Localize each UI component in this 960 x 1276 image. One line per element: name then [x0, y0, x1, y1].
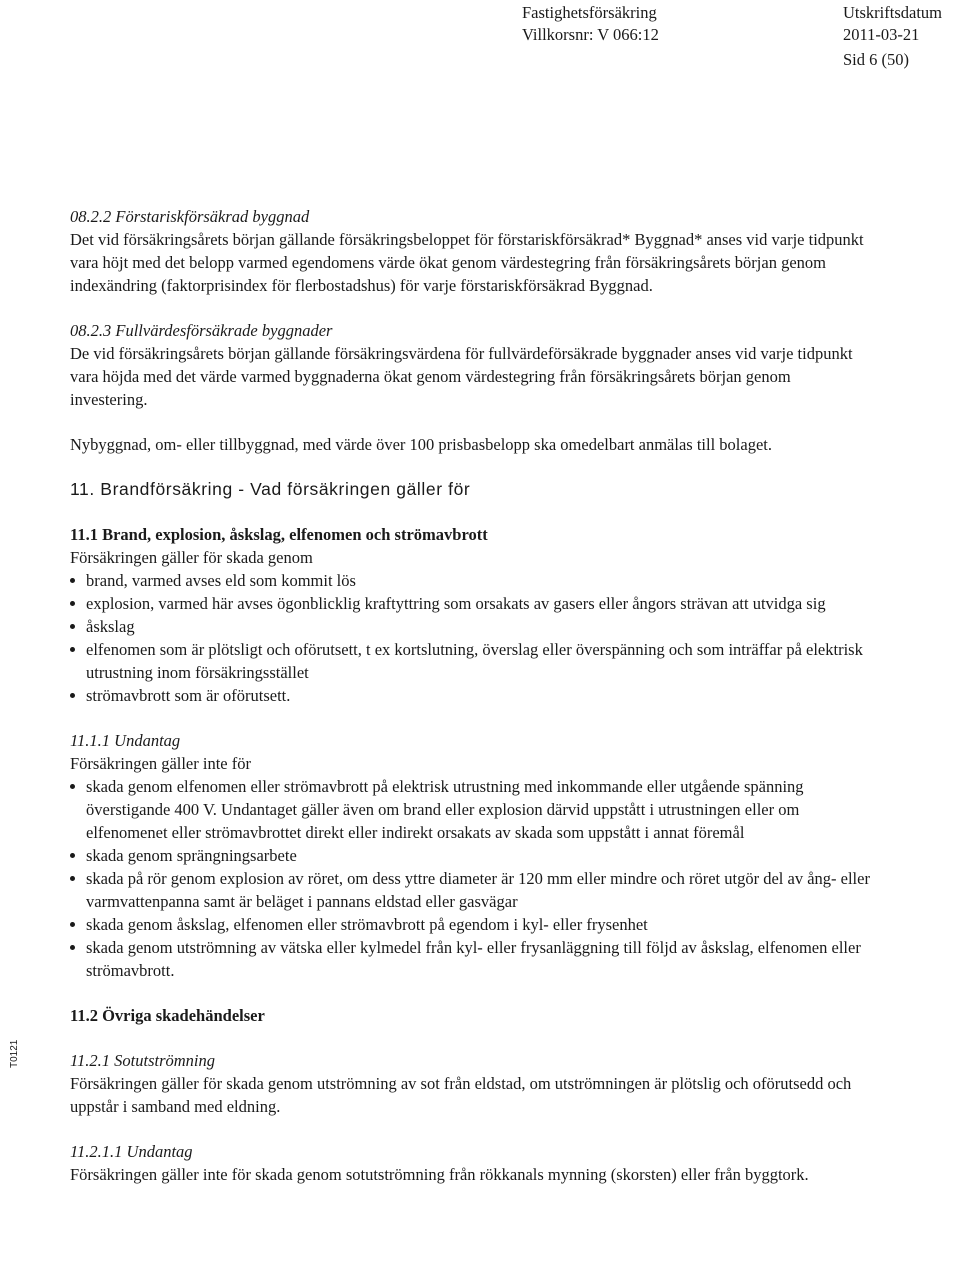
header-page-number: Sid 6 (50)	[843, 50, 909, 69]
list-item: skada genom sprängningsarbete	[70, 844, 870, 867]
section-0823-title: 08.2.3 Fullvärdesförsäkrade byggnader	[70, 321, 333, 340]
section-0822-title: 08.2.2 Förstariskförsäkrad byggnad	[70, 207, 310, 226]
side-code: T0121	[9, 1039, 20, 1068]
header-print-date: 2011-03-21	[843, 25, 920, 44]
list-item: skada genom elfenomen eller strömavbrott på elektrisk utrustning med inkommande eller utgående spänning överstigande 400 V. Undantaget gäller även om brand eller explosion därvid uppstått i utrustningen eller om elfenomenet eller strömavbrottet direkt eller indirekt orsakats av skada som uppstått i annat föremål	[70, 775, 870, 844]
section-0823-body2: Nybyggnad, om- eller tillbyggnad, med värde över 100 prisbasbelopp ska omedelbart anmälas till bolaget.	[70, 435, 772, 454]
list-item: elfenomen som är plötsligt och oförutsett, t ex kortslutning, överslag eller överspänning och som inträffar på elektrisk utrustning inom försäkringsstället	[70, 638, 870, 684]
list-item: skada genom utströmning av vätska eller kylmedel från kyl- eller frysanläggning till följd av åskslag, elfenomen eller strömavbrott.	[70, 936, 870, 982]
section-11-heading: 11. Brandförsäkring - Vad försäkringen gäller för	[70, 479, 471, 499]
list-item: skada genom åskslag, elfenomen eller strömavbrott på egendom i kyl- eller frysenhet	[70, 913, 870, 936]
section-1111-title: 11.1.1 Undantag	[70, 731, 181, 750]
section-11211-title: 11.2.1.1 Undantag	[70, 1142, 193, 1161]
section-111-title: 11.1 Brand, explosion, åskslag, elfenomen och strömavbrott	[70, 525, 488, 544]
document-body	[70, 205, 870, 1186]
section-111-intro: Försäkringen gäller för skada genom	[70, 548, 313, 567]
header-policy-number: Villkorsnr: V 066:12	[522, 25, 659, 44]
list-item: åskslag	[70, 615, 870, 638]
section-111-list	[70, 569, 870, 707]
section-11211-body: Försäkringen gäller inte för skada genom sotutströmning från rökkanals mynning (skorsten) eller från byggtork.	[70, 1165, 809, 1184]
header-print-label: Utskriftsdatum	[843, 3, 942, 22]
list-item: explosion, varmed här avses ögonblicklig kraftyttring som orsakats av gasers eller ångors strävan att utvidga sig	[70, 592, 870, 615]
list-item: skada på rör genom explosion av röret, om dess yttre diameter är 120 mm eller mindre och röret utgör del av ång- eller varmvattenpanna samt är beläget i pannans eldstad eller gasvägar	[70, 867, 870, 913]
section-0823-body: De vid försäkringsårets början gällande försäkringsvärdena för fullvärdeförsäkrade byggnader anses vid varje tidpunkt vara höjda med det värde varmed byggnaderna ökat genom värdestegring från försäkringsårets början genom investering.	[70, 344, 853, 409]
list-item: strömavbrott som är oförutsett.	[70, 684, 870, 707]
section-1121-title: 11.2.1 Sotutströmning	[70, 1051, 215, 1070]
list-item: brand, varmed avses eld som kommit lös	[70, 569, 870, 592]
section-112-title: 11.2 Övriga skadehändelser	[70, 1006, 265, 1025]
section-1121-body: Försäkringen gäller för skada genom utströmning av sot från eldstad, om utströmningen är plötslig och oförutsedd och uppstår i samband med eldning.	[70, 1074, 852, 1116]
header-doc-type: Fastighetsförsäkring	[522, 3, 657, 22]
section-1111-list	[70, 775, 870, 982]
section-0822-body: Det vid försäkringsårets början gällande försäkringsbeloppet för förstariskförsäkrad* Byggnad* anses vid varje tidpunkt vara höjt med det belopp varmed egendomens värde ökat genom värdestegring från försäkringsårets början genom indexändring (faktorprisindex för flerbostadshus) för varje förstariskförsäkrad Byggnad.	[70, 230, 864, 295]
section-1111-intro: Försäkringen gäller inte för	[70, 754, 251, 773]
